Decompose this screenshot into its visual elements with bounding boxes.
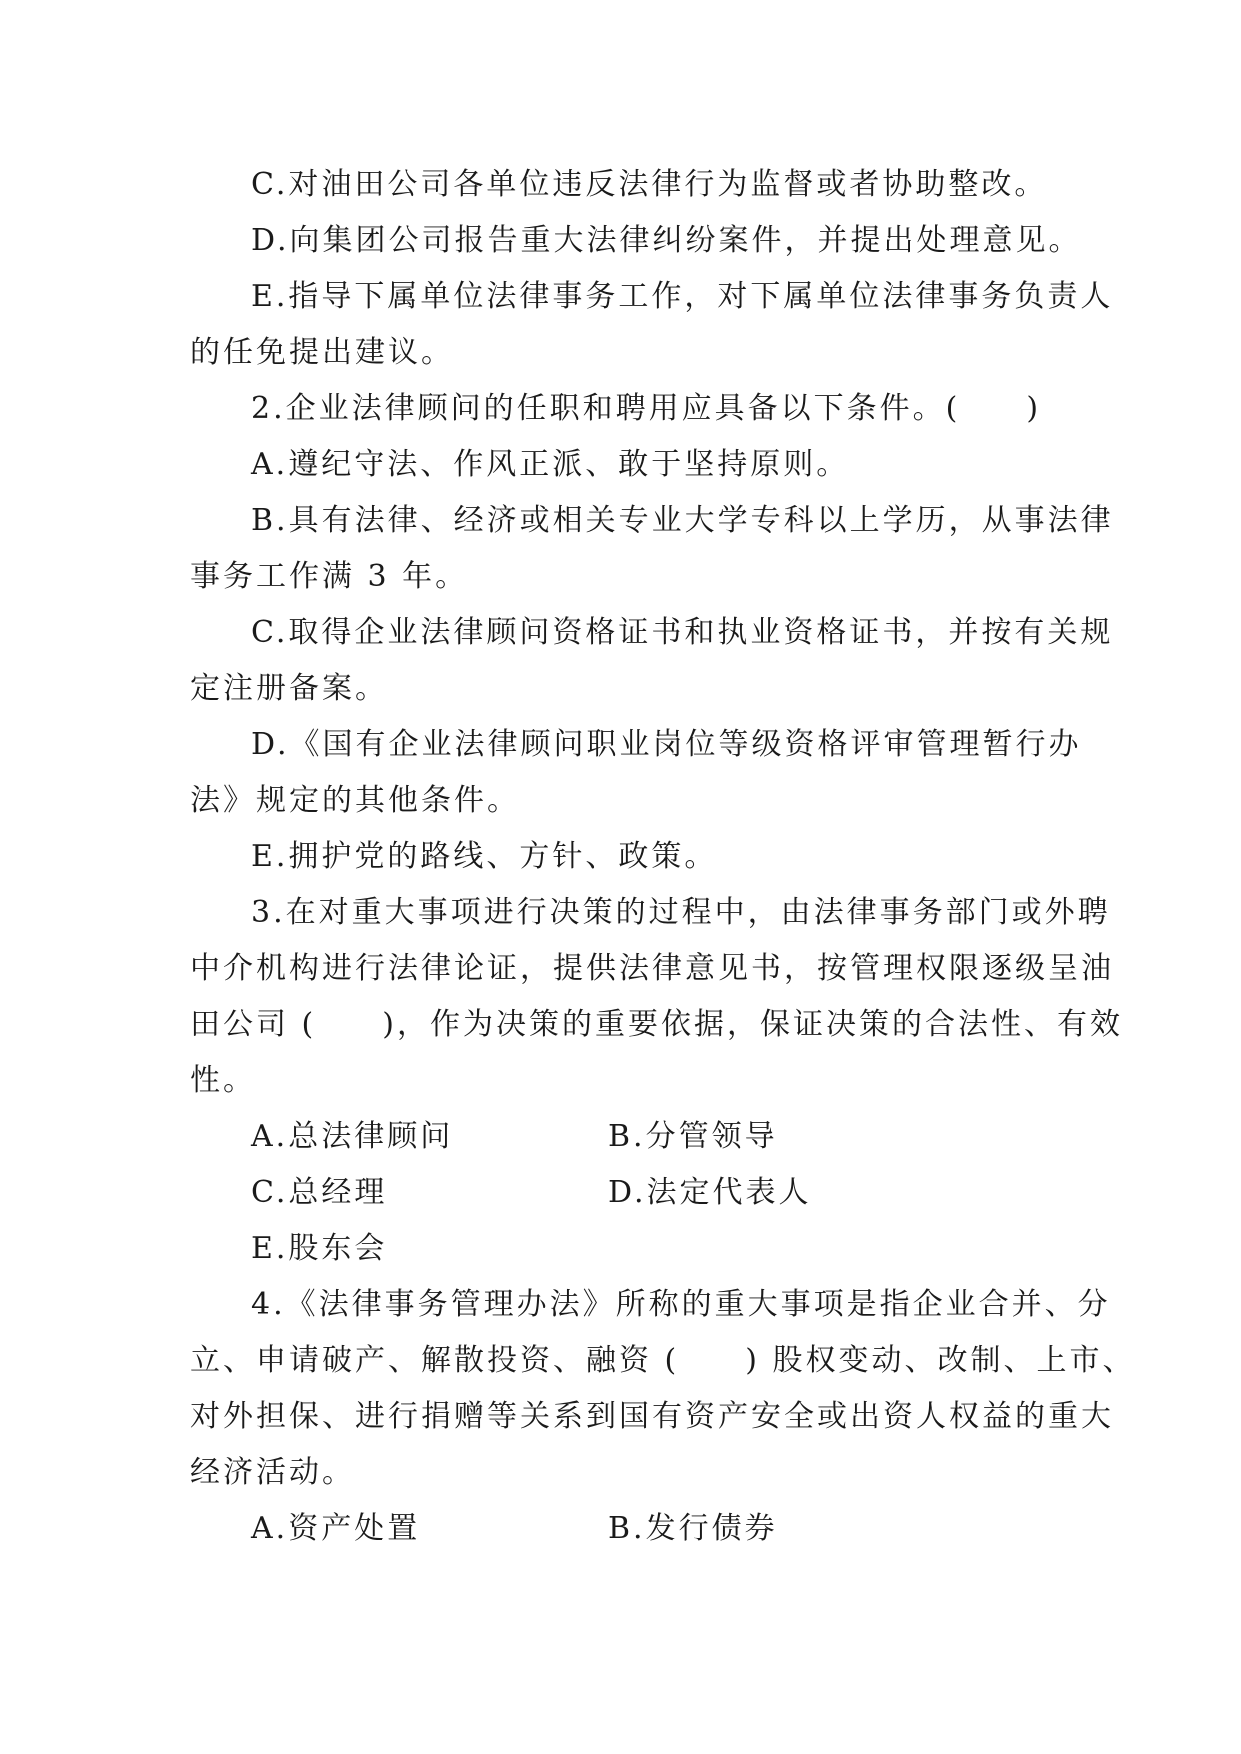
q2-option-c: C.取得企业法律顾问资格证书和执业资格证书，并按有关规 <box>251 615 1114 650</box>
q1-option-e-cont: 的任免提出建议。 <box>190 335 454 370</box>
question-4: 4.《法律事务管理办法》所称的重大事项是指企业合并、分 <box>251 1287 1111 1322</box>
q1-option-c: C.对油田公司各单位违反法律行为监督或者协助整改。 <box>251 167 1048 202</box>
q3-option-a: A.总法律顾问 <box>251 1119 454 1154</box>
question-3-cont-2: 田公司 ( )，作为决策的重要依据，保证决策的合法性、有效 <box>190 1007 1123 1042</box>
q3-option-d: D.法定代表人 <box>608 1175 812 1210</box>
q3-option-c: C.总经理 <box>251 1175 388 1210</box>
q1-option-e: E.指导下属单位法律事务工作，对下属单位法律事务负责人 <box>251 279 1114 314</box>
q2-option-c-cont: 定注册备案。 <box>190 671 388 706</box>
q3-option-e: E.股东会 <box>251 1231 388 1266</box>
q2-option-b: B.具有法律、经济或相关专业大学专科以上学历，从事法律 <box>251 503 1114 538</box>
q4-option-b: B.发行债券 <box>608 1511 778 1546</box>
question-4-cont-2: 对外担保、进行捐赠等关系到国有资产安全或出资人权益的重大 <box>190 1399 1114 1434</box>
question-3-cont-3: 性。 <box>190 1063 256 1098</box>
question-4-cont-3: 经济活动。 <box>190 1455 355 1490</box>
question-2: 2.企业法律顾问的任职和聘用应具备以下条件。( ) <box>251 391 1042 426</box>
question-4-cont-1: 立、申请破产、解散投资、融资 ( ) 股权变动、改制、上市、 <box>190 1343 1136 1378</box>
q3-option-b: B.分管领导 <box>608 1119 778 1154</box>
q2-option-e: E.拥护党的路线、方针、政策。 <box>251 839 718 874</box>
q2-option-d-cont: 法》规定的其他条件。 <box>190 783 520 818</box>
q4-option-a: A.资产处置 <box>251 1511 421 1546</box>
q2-option-b-cont: 事务工作满 3 年。 <box>190 559 469 594</box>
q1-option-d: D.向集团公司报告重大法律纠纷案件，并提出处理意见。 <box>251 223 1082 258</box>
q2-option-d: D.《国有企业法律顾问职业岗位等级资格评审管理暂行办 <box>251 727 1082 762</box>
question-3: 3.在对重大事项进行决策的过程中，由法律事务部门或外聘 <box>251 895 1111 930</box>
q2-option-a: A.遵纪守法、作风正派、敢于坚持原则。 <box>251 447 850 482</box>
question-3-cont-1: 中介机构进行法律论证，提供法律意见书，按管理权限逐级呈油 <box>190 951 1114 986</box>
